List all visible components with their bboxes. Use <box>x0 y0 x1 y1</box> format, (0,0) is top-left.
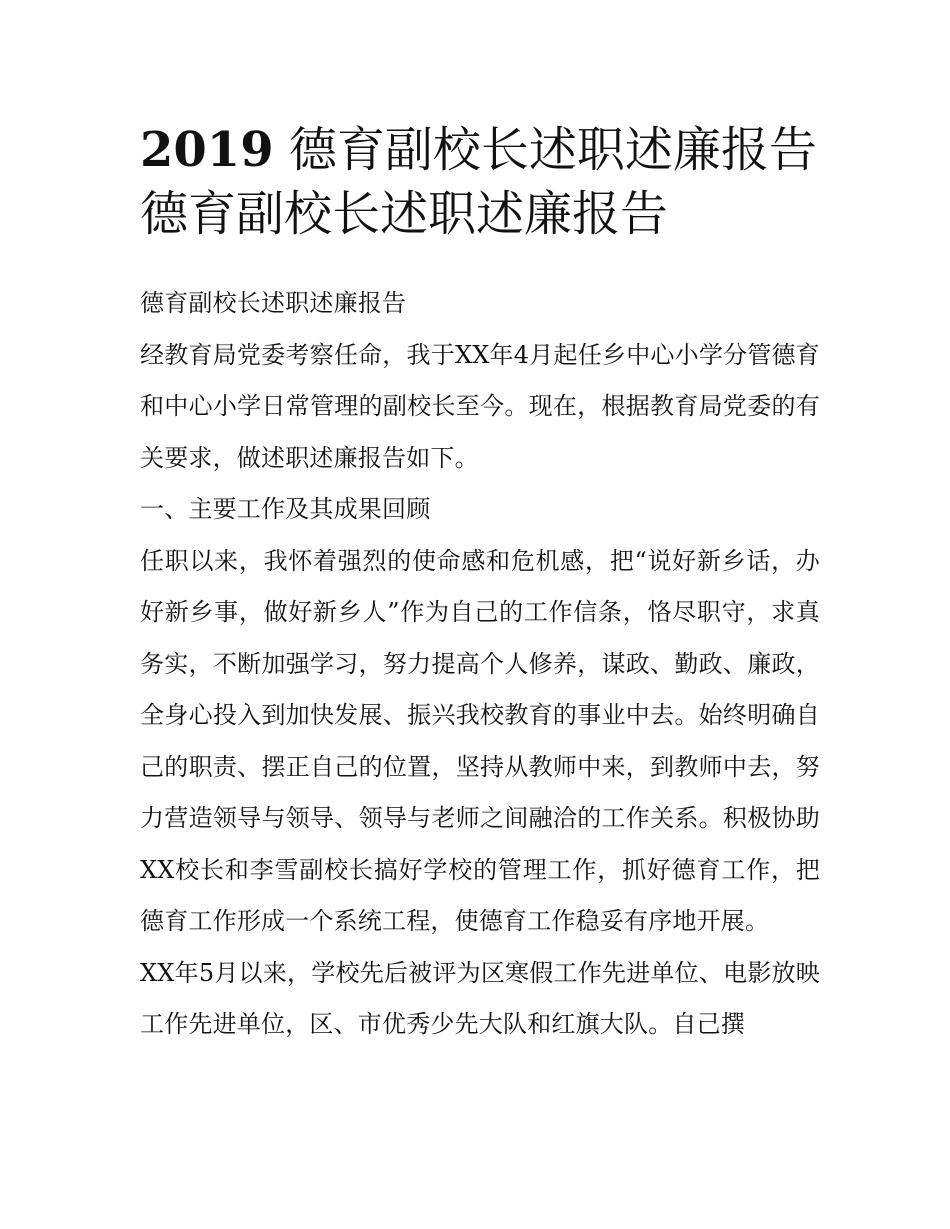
document-body <box>140 278 820 1051</box>
paragraph-achievements: XX年5月以来，学校先后被评为区寒假工作先进单位、电影放映工作先进单位，区、市优秀少先大队和红旗大队。自己撰 <box>140 958 820 1038</box>
title-year: 2019 <box>140 122 274 178</box>
paragraph-subtitle: 德育副校长述职述廉报告 <box>140 289 407 317</box>
document-title <box>140 118 820 246</box>
title-line-2 <box>140 182 820 246</box>
title-line-1 <box>140 118 820 182</box>
paragraph-work-review: 任职以来，我怀着强烈的使命感和危机感，把“说好新乡话，办好新乡事，做好新乡人”作为自己的工作信条，恪尽职守，求真务实，不断加强学习，努力提高个人修养，谋政、勤政、廉政，全身心投入到加快发展、振兴我校教育的事业中去。始终明确自己的职责、摆正自己的位置，坚持从教师中来，到教师中去，努力营造领导与领导、领导与老师之间融洽的工作关系。积极协助XX校长和李雪副校长搞好学校的管理工作，抓好德育工作，把德育工作形成一个系统工程，使德育工作稳妥有序地开展。 <box>140 546 820 935</box>
title-text-1: 德育副校长述职述廉报告 <box>288 122 817 178</box>
title-text-2: 德育副校长述职述廉报告 <box>140 186 669 242</box>
paragraph-intro: 经教育局党委考察任命，我于XX年4月起任乡中心小学分管德育和中心小学日常管理的副校长至今。现在，根据教育局党委的有关要求，做述职述廉报告如下。 <box>140 340 820 472</box>
section-heading: 一、主要工作及其成果回顾 <box>140 495 431 523</box>
